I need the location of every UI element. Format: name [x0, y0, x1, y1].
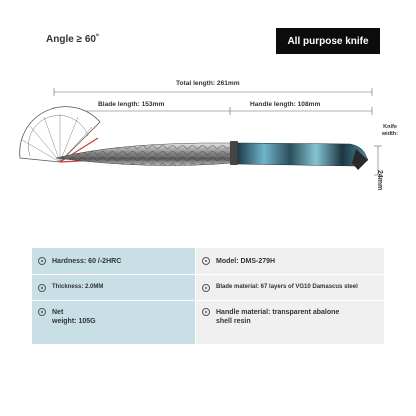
hardness-cell [32, 248, 196, 274]
target-icon [202, 284, 210, 292]
target-icon [38, 284, 46, 292]
knife-width-label: Knife width: [381, 124, 399, 137]
net-weight-cell [32, 300, 196, 344]
spec-table [32, 248, 384, 344]
blade-material-cell [196, 274, 384, 300]
target-icon [38, 257, 46, 265]
net-weight-line1: Net [52, 309, 64, 316]
model-text: Model: DMS-279H [216, 257, 276, 265]
blade-material-text: Blade material: 67 layers of VG10 Damascus steel [216, 284, 358, 290]
handle-material-line2: shell resin [216, 318, 251, 325]
total-length-label: Total length: 261mm [176, 80, 240, 87]
net-weight-line2: weight: 105G [52, 318, 96, 325]
target-icon [202, 257, 210, 265]
model-cell [196, 248, 384, 274]
blade-length-label: Blade length: 153mm [98, 101, 165, 108]
handle-material-line1: Handle material: transparent abalone [216, 309, 340, 316]
thickness-cell [32, 274, 196, 300]
handle-material-cell [196, 300, 384, 344]
target-icon [202, 308, 210, 316]
knife-image [56, 141, 368, 170]
handle-material-text [216, 308, 339, 326]
product-badge: All purpose knife [276, 28, 380, 54]
total-length-dimension [54, 88, 372, 96]
thickness-text: Thickness: 2.0MM [52, 284, 104, 290]
handle-length-dimension [230, 107, 372, 115]
angle-label: Angle ≥ 60˚ [46, 34, 100, 45]
net-weight-text [52, 308, 96, 326]
handle-length-label: Handle length: 108mm [250, 101, 321, 108]
target-icon [38, 308, 46, 316]
knife-width-value: 24mm [376, 170, 383, 191]
hardness-text: Hardness: 60 /-2HRC [52, 257, 122, 265]
